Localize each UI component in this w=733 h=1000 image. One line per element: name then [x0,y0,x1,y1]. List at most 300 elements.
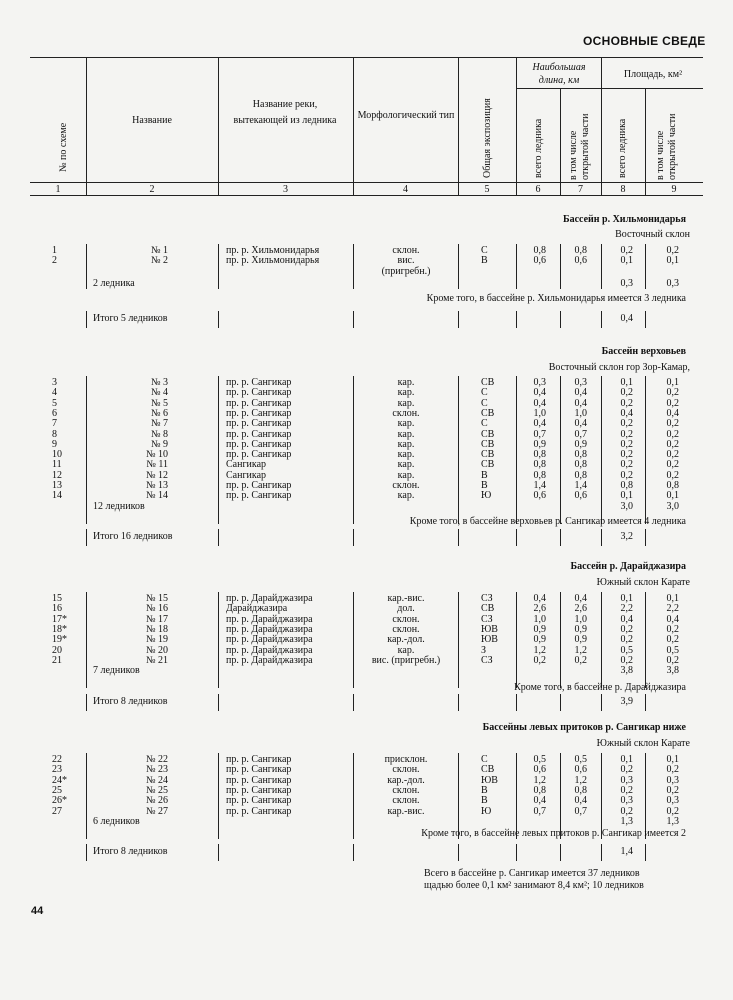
area-open: 0,5 [666,644,679,656]
length-open: 0,6 [574,764,587,776]
river-name: пр. р. Хильмонидарья [226,255,320,267]
morph-type: присклон. [384,754,428,765]
area-open: 0,3 [666,795,679,807]
header-expo: Общая экспозиция [482,98,493,178]
morph-type: кар. [397,459,415,471]
basin-title: Бассейн верховьев [601,346,686,357]
glacier-number: 25 [52,784,62,796]
length-open: 1,2 [574,774,587,786]
glacier-count: 2 ледника [93,278,135,289]
exposition: В [481,784,488,796]
area-open: 0,2 [666,387,679,399]
glacier-number: 17* [52,613,67,625]
glacier-name: № 20 [145,644,168,656]
column-rule [516,529,517,546]
glacier-number: 26* [52,795,67,807]
morph-type: кар.-дол. [387,634,425,646]
glacier-name: № 10 [145,449,168,461]
area-open: 0,2 [666,634,679,646]
morph-type: кар. [397,469,415,481]
column-rule [353,592,354,688]
morph-type: вис. (пригребн.) [371,654,441,666]
column-rule [458,529,459,546]
area-open: 0,4 [666,613,679,625]
column-rule [645,844,646,861]
section-total-area: 1,4 [620,846,633,857]
area-open: 0,1 [666,377,679,388]
area-total: 0,2 [620,438,633,450]
column-rule [86,844,87,861]
glacier-number: 20 [52,644,62,656]
header-num: № по схеме [58,122,69,172]
length-total: 0,9 [533,634,546,646]
length-open: 1,0 [574,407,587,419]
morph-type: склон. [392,784,420,796]
morph-type: кар. [397,397,415,409]
column-rule [353,311,354,328]
column-rule [86,529,87,546]
column-rule [218,311,219,328]
morph-type: кар.-вис. [387,805,425,817]
glacier-name: № 13 [145,480,168,491]
morph-type: склон. [392,245,420,256]
length-total: 1,2 [533,774,546,786]
area-total: 0,2 [620,397,633,409]
glacier-count: 12 ледников [93,501,145,512]
column-rule [458,753,459,839]
column-rule [645,311,646,328]
glacier-name: № 18 [145,623,168,635]
column-rule [645,529,646,546]
length-open: 1,4 [574,480,587,491]
glacier-number: 21 [52,654,62,666]
column-rule [218,844,219,861]
length-open: 0,8 [574,469,587,481]
glacier-name: № 4 [150,387,168,399]
glacier-name: № 25 [145,784,168,796]
slope-subtitle: Восточный склон гор Зор-Камар, [548,362,690,373]
col-number: 8 [620,184,626,195]
area-open: 0,2 [666,654,679,666]
area-open: 0,2 [666,805,679,817]
river-name: пр. р. Хильмонидарья [226,245,320,256]
glacier-number: 16 [52,603,62,615]
area-open: 0,2 [666,459,679,471]
sum-area-total: 3,8 [620,665,633,676]
river-name: пр. р. Сангикар [226,774,292,786]
exposition: ЮВ [481,774,498,786]
glacier-number: 14 [52,490,62,502]
exposition: СВ [481,438,495,450]
column-rule [516,311,517,328]
length-total: 0,4 [533,397,546,409]
glacier-name: № 5 [150,397,168,409]
length-total: 0,5 [533,754,546,765]
header-area-total: всего ледника [617,118,628,178]
length-total: 1,0 [533,407,546,419]
area-total: 0,3 [620,795,633,807]
area-total: 0,5 [620,644,633,656]
section-total-area: 0,4 [620,313,633,324]
exposition: СВ [481,459,495,471]
morph-type: кар. [397,387,415,399]
header-area-open: в том числе открытой части [655,113,678,180]
area-total: 0,1 [620,377,633,388]
footer-summary-1: Всего в бассейне р. Сангикар имеется 37 ледников [424,868,640,879]
river-name: пр. р. Сангикар [226,764,292,776]
morph-type: вис. [397,255,415,267]
river-name: пр. р. Сангикар [226,428,292,440]
glacier-name: № 14 [145,490,168,502]
river-name: пр. р. Дарайджазира [226,623,313,635]
length-total: 0,8 [533,459,546,471]
length-total: 0,4 [533,387,546,399]
length-open: 0,8 [574,459,587,471]
column-rule [353,376,354,524]
length-total: 0,8 [533,784,546,796]
glacier-name: № 19 [145,634,168,646]
river-name: пр. р. Сангикар [226,387,292,399]
morph-type: склон. [392,480,420,491]
basin-title: Бассейн р. Хильмонидарья [562,214,686,225]
column-rule [218,753,219,839]
length-open: 0,5 [574,754,587,765]
glacier-name: № 26 [145,795,168,807]
column-rule [218,592,219,688]
glacier-number: 10 [52,449,62,461]
column-rule [218,694,219,711]
length-total: 0,8 [533,469,546,481]
column-rule [86,311,87,328]
header-area: Площадь, км² [623,69,683,80]
river-name: Сангикар [226,469,267,481]
river-name: пр. р. Дарайджазира [226,593,313,604]
exposition: С [481,387,488,399]
area-open: 0,2 [666,449,679,461]
glacier-count: 7 ледников [93,665,140,676]
morph-type: кар. [397,449,415,461]
length-open: 0,4 [574,397,587,409]
glacier-number: 13 [52,480,62,491]
length-total: 0,3 [533,377,546,388]
area-open: 0,2 [666,764,679,776]
col-number: 3 [283,184,288,195]
sum-area-open: 3,8 [666,665,679,676]
exposition: В [481,480,488,491]
area-open: 0,2 [666,438,679,450]
glacier-number: 7 [52,418,57,430]
area-open: 0,2 [666,245,679,256]
area-total: 0,2 [620,623,633,635]
exposition: СВ [481,428,495,440]
length-total: 0,7 [533,428,546,440]
glacier-name: № 12 [145,469,168,481]
exposition: СВ [481,603,495,615]
header-length: Наибольшая длина, км [532,62,586,86]
length-total: 1,2 [533,644,546,656]
area-open: 0,4 [666,407,679,419]
area-total: 0,2 [620,634,633,646]
column-rule [645,694,646,711]
area-open: 0,2 [666,623,679,635]
header-length-open: в том числе открытой части [568,113,591,180]
exposition: С [481,397,488,409]
morph-type: кар. [397,428,415,440]
morph-type-extra: (пригребн.) [381,265,431,277]
glacier-number: 5 [52,397,57,409]
length-open: 0,4 [574,593,587,604]
glacier-number: 18* [52,623,67,635]
exposition: ЮВ [481,623,498,635]
col-number: 7 [578,184,583,195]
glacier-number: 11 [52,459,62,471]
col-number: 1 [55,184,61,195]
sum-area-open: 1,3 [666,816,679,827]
column-rule [560,844,561,861]
exposition: С [481,754,488,765]
length-open: 0,4 [574,418,587,430]
section-total-label: Итого 8 ледников [93,696,168,707]
column-rule [86,694,87,711]
length-total: 0,6 [533,255,546,267]
length-total: 0,8 [533,449,546,461]
length-total: 1,4 [533,480,546,491]
exposition: СЗ [481,654,493,666]
glacier-name: № 8 [150,428,168,440]
column-rule [560,529,561,546]
glacier-name: № 17 [145,613,168,625]
river-name: пр. р. Сангикар [226,480,292,491]
glacier-name: № 3 [150,377,168,388]
area-total: 0,2 [620,449,633,461]
morph-type: кар. [397,377,415,388]
sum-area-open: 3,0 [666,501,679,512]
area-total: 0,2 [620,654,633,666]
exposition: СВ [481,407,495,419]
length-open: 0,9 [574,634,587,646]
section-total-label: Итого 16 ледников [93,531,173,542]
morph-type: склон. [392,623,420,635]
area-open: 0,2 [666,784,679,796]
length-open: 0,8 [574,449,587,461]
river-name: пр. р. Сангикар [226,418,292,430]
exposition: СВ [481,764,495,776]
glacier-number: 24* [52,774,67,786]
section-note: Кроме того, в бассейне верховьев р. Сангикар имеется 4 ледника [409,516,686,527]
column-rule [353,529,354,546]
column-rule [353,844,354,861]
exposition: СЗ [481,593,493,604]
area-total: 0,4 [620,613,633,625]
glacier-name: № 24 [145,774,168,786]
col-number: 6 [535,184,541,195]
slope-subtitle: Южный склон Карате [596,577,690,588]
glacier-number: 6 [52,407,57,419]
glacier-number: 27 [52,805,62,817]
river-name: пр. р. Дарайджазира [226,644,313,656]
section-note: Кроме того, в бассейне р. Дарайджазира [514,682,686,693]
glacier-number: 9 [52,438,57,450]
col-number: 2 [149,184,155,195]
exposition: В [481,795,488,807]
river-name: Дарайджазира [226,603,288,615]
glacier-number: 1 [52,245,57,256]
section-total-area: 3,9 [620,696,633,707]
length-open: 0,9 [574,438,587,450]
column-rule [458,592,459,688]
area-total: 0,3 [620,774,633,786]
section-total-area: 3,2 [620,531,633,542]
area-total: 0,2 [620,805,633,817]
column-rule [458,844,459,861]
column-rule [458,376,459,524]
exposition: ЮВ [481,634,498,646]
morph-type: кар. [397,644,415,656]
page-number: 44 [31,905,44,917]
morph-type: склон. [392,795,420,807]
area-total: 0,2 [620,387,633,399]
glacier-name: № 22 [145,754,168,765]
header-name: Название [132,115,172,126]
morph-type: кар. [397,418,415,430]
area-open: 0,2 [666,469,679,481]
exposition: СВ [481,377,495,388]
area-total: 0,2 [620,428,633,440]
slope-subtitle: Южный склон Карате [596,738,690,749]
column-rule [516,844,517,861]
glacier-number: 23 [52,764,62,776]
area-open: 2,2 [666,603,679,615]
glacier-name: № 27 [145,805,168,817]
length-open: 1,2 [574,644,587,656]
glacier-number: 4 [52,387,57,399]
exposition: Ю [481,805,492,817]
glacier-name: № 23 [145,764,168,776]
col-number: 4 [403,184,408,195]
sum-area-total: 3,0 [620,501,633,512]
morph-type: склон. [392,407,420,419]
header-morph: Морфологический тип [357,110,455,121]
exposition: Ю [481,490,492,502]
length-open: 0,2 [574,654,587,666]
exposition: В [481,469,488,481]
sum-area-open: 0,3 [666,278,679,289]
col-number: 5 [484,184,490,195]
length-total: 0,9 [533,438,546,450]
glacier-number: 19* [52,634,67,646]
basin-title: Бассейн р. Дарайджазира [570,561,686,572]
area-total: 0,4 [620,407,633,419]
river-name: пр. р. Сангикар [226,795,292,807]
area-total: 0,1 [620,754,633,765]
river-name: пр. р. Сангикар [226,805,292,817]
morph-type: кар.-вис. [387,593,425,604]
glacier-name: № 2 [150,255,168,267]
length-open: 0,7 [574,428,587,440]
exposition: СВ [481,449,495,461]
column-rule [458,244,459,289]
length-open: 0,8 [574,784,587,796]
length-total: 0,4 [533,418,546,430]
length-total: 0,6 [533,764,546,776]
glacier-number: 3 [52,377,57,388]
header-length-total: всего ледника [533,118,544,178]
morph-type: кар. [397,490,415,502]
river-name: пр. р. Дарайджазира [226,613,313,625]
length-open: 0,6 [574,255,587,267]
river-name: пр. р. Сангикар [226,784,292,796]
area-open: 0,1 [666,490,679,502]
area-total: 0,2 [620,245,633,256]
glacier-number: 15 [52,593,62,604]
length-open: 0,8 [574,245,587,256]
column-rule [218,244,219,289]
area-open: 0,1 [666,255,679,267]
area-total: 0,2 [620,469,633,481]
length-total: 0,7 [533,805,546,817]
exposition: С [481,418,488,430]
river-name: пр. р. Сангикар [226,377,292,388]
river-name: пр. р. Дарайджазира [226,654,313,666]
column-rule [218,376,219,524]
section-note: Кроме того, в бассейне левых притоков р. Сангикар имеется 2 [421,828,686,839]
column-rule [560,311,561,328]
area-total: 0,2 [620,418,633,430]
column-rule [353,753,354,839]
length-open: 0,3 [574,377,587,388]
section-total-label: Итого 5 ледников [93,313,168,324]
area-total: 2,2 [620,603,633,615]
length-total: 0,8 [533,245,546,256]
glacier-name: № 16 [145,603,168,615]
morph-type: кар.-дол. [387,774,425,786]
exposition: СЗ [481,613,493,625]
area-total: 0,2 [620,764,633,776]
length-open: 1,0 [574,613,587,625]
area-open: 0,2 [666,397,679,409]
glacier-number: 8 [52,428,57,440]
length-total: 0,4 [533,795,546,807]
length-total: 1,0 [533,613,546,625]
exposition: З [481,644,487,656]
col-number: 9 [671,184,677,195]
length-open: 0,6 [574,490,587,502]
sum-area-total: 0,3 [620,278,633,289]
area-total: 0,8 [620,480,633,491]
slope-subtitle: Восточный склон [615,229,690,240]
length-total: 0,2 [533,654,546,666]
length-open: 2,6 [574,603,587,615]
area-total: 0,2 [620,459,633,471]
exposition: С [481,245,488,256]
exposition: В [481,255,488,267]
area-open: 0,2 [666,428,679,440]
length-total: 0,9 [533,623,546,635]
river-name: Сангикар [226,459,267,471]
area-open: 0,1 [666,754,679,765]
glacier-number: 12 [52,469,62,481]
sum-area-total: 1,3 [620,816,633,827]
river-name: пр. р. Сангикар [226,397,292,409]
glacier-number: 22 [52,754,62,765]
river-name: пр. р. Сангикар [226,490,292,502]
glacier-name: № 1 [150,245,168,256]
length-open: 0,4 [574,795,587,807]
morph-type: кар. [397,438,415,450]
length-open: 0,4 [574,387,587,399]
area-total: 0,1 [620,255,633,267]
length-total: 0,4 [533,593,546,604]
